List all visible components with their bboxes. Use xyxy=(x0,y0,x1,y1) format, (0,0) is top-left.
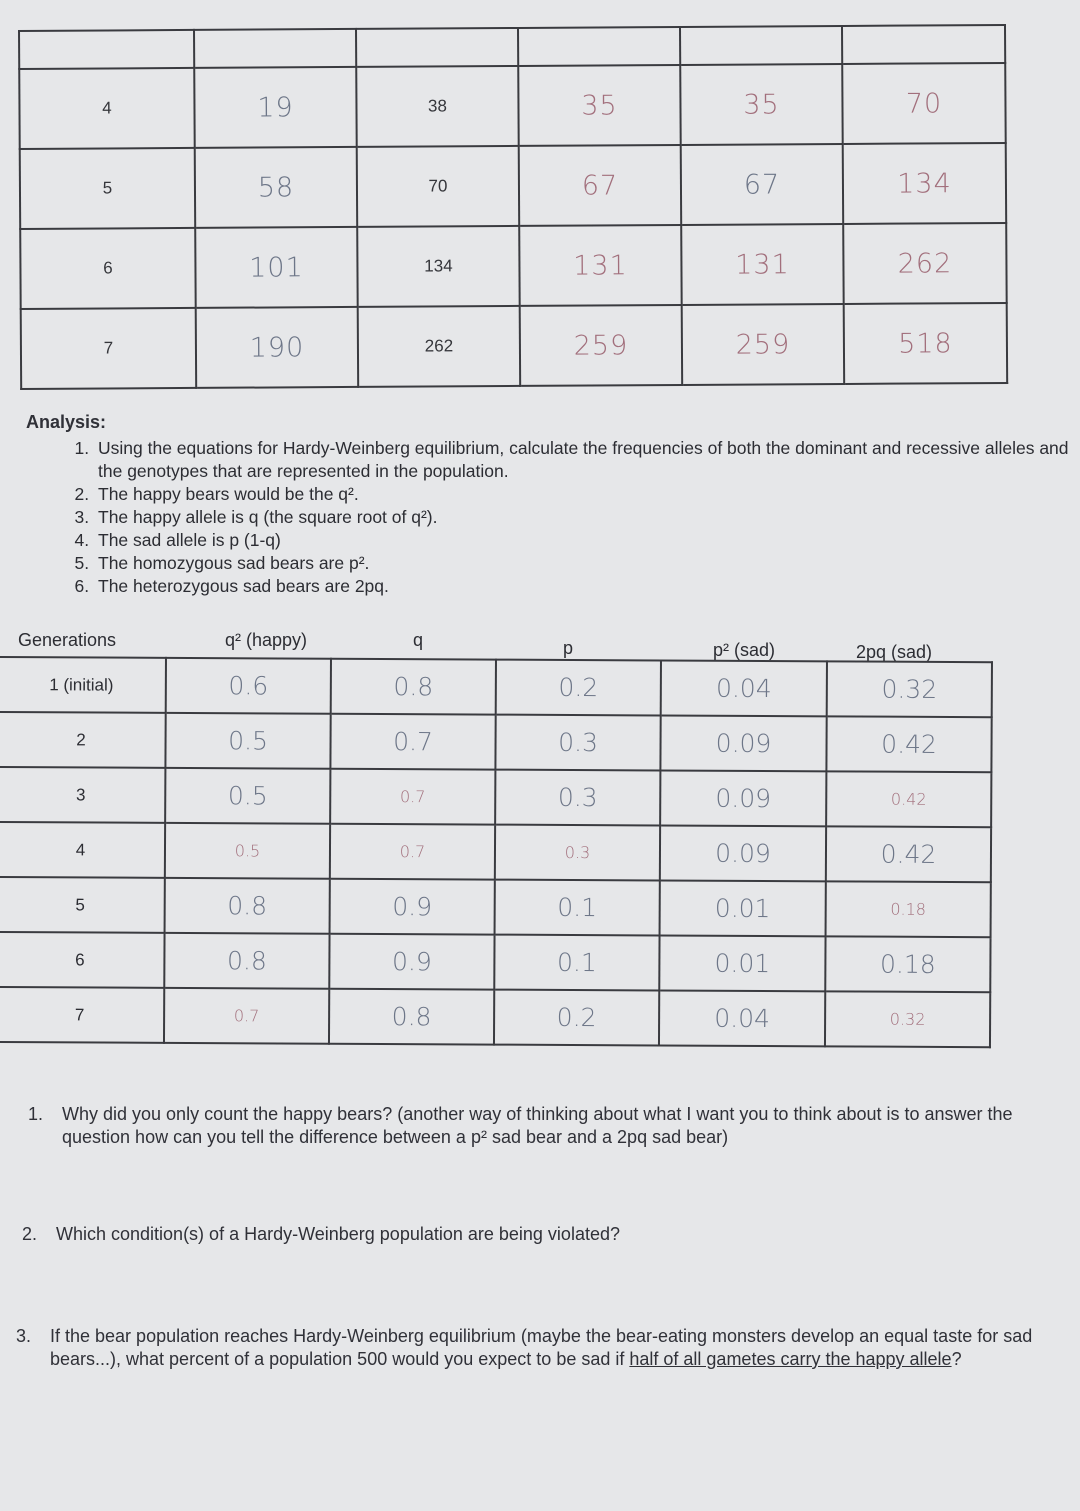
value-cell: 0.9 xyxy=(329,934,494,990)
table-row xyxy=(0,767,991,827)
column-header: Generations xyxy=(18,630,117,650)
table-row xyxy=(0,657,992,717)
question-text-part: If the bear population reaches Hardy-Weinberg equilibrium (maybe the bear-eating monsters develop an equal taste for sad bears...), what percent of a population 500 would you expect to be sad if xyxy=(50,1326,1033,1369)
count-cell: 262 xyxy=(358,306,520,387)
question-3 xyxy=(16,1325,1041,1400)
column-header: q xyxy=(413,630,424,650)
value-cell: 0.09 xyxy=(660,825,826,881)
value-cell: 0.32 xyxy=(827,661,992,717)
list-item: 1. Using the equations for Hardy-Weinberg equilibrium, calculate the frequencies of both the dominant and recessive alleles and the genotypes that are represented in the population. xyxy=(94,437,1076,483)
list-item: 4. The sad allele is p (1-q) xyxy=(94,529,1076,552)
count-cell: 134 xyxy=(357,226,519,307)
count-cell: 134 xyxy=(843,143,1006,224)
list-item: 5. The homozygous sad bears are p². xyxy=(94,552,1076,575)
question-text-part: ? xyxy=(951,1349,962,1369)
table-row xyxy=(0,932,991,992)
column-header: 2pq (sad) xyxy=(856,642,933,662)
analysis-title: Analysis: xyxy=(26,412,107,432)
table-row xyxy=(0,987,990,1047)
underlined-phrase: half of all gametes carry the happy allele xyxy=(629,1349,952,1369)
value-cell: 0.7 xyxy=(330,714,495,770)
value-cell: 0.3 xyxy=(495,770,660,826)
value-cell: 0.1 xyxy=(494,935,659,991)
list-item: 3. The happy allele is q (the square root of q²). xyxy=(94,506,1076,529)
generation-cell: 6 xyxy=(20,228,195,309)
value-cell: 0.1 xyxy=(495,880,660,936)
analysis-section xyxy=(26,412,1076,598)
value-cell: 0.9 xyxy=(330,879,495,935)
question-text xyxy=(50,1325,1041,1371)
analysis-steps-list xyxy=(26,437,1076,598)
count-cell: 67 xyxy=(519,145,681,226)
table-row xyxy=(20,143,1006,229)
value-cell: 0.18 xyxy=(826,881,991,937)
value-cell: 0.04 xyxy=(661,660,827,716)
list-item: 2. The happy bears would be the q². xyxy=(94,483,1076,506)
question-text: Which condition(s) of a Hardy-Weinberg population are being violated? xyxy=(56,1224,620,1244)
count-cell: 190 xyxy=(196,307,358,388)
column-header: p xyxy=(563,638,574,658)
value-cell: 0.01 xyxy=(659,935,825,991)
value-cell: 0.3 xyxy=(495,715,660,771)
value-cell: 0.09 xyxy=(660,715,826,771)
count-cell: 131 xyxy=(519,225,681,306)
question-2 xyxy=(22,1223,1032,1253)
value-cell: 0.8 xyxy=(164,933,329,989)
value-cell: 0.32 xyxy=(825,991,990,1047)
value-cell: 0.5 xyxy=(165,768,330,824)
value-cell: 0.42 xyxy=(826,716,991,772)
value-cell: 0.8 xyxy=(165,878,330,934)
table-row xyxy=(0,822,991,882)
table-row xyxy=(19,63,1005,149)
value-cell: 0.2 xyxy=(496,660,661,716)
count-cell: 518 xyxy=(844,303,1007,384)
column-header: p² (sad) xyxy=(713,640,776,660)
question-1 xyxy=(28,1103,1038,1173)
value-cell: 0.3 xyxy=(495,825,660,881)
generation-cell: 4 xyxy=(19,68,194,149)
generation-cell: 4 xyxy=(0,822,165,878)
generation-cell: 7 xyxy=(0,987,164,1043)
table-row xyxy=(0,877,991,937)
count-cell: 35 xyxy=(680,64,842,145)
value-cell: 0.5 xyxy=(165,713,330,769)
value-cell: 0.42 xyxy=(826,771,991,827)
value-cell: 0.7 xyxy=(330,824,495,880)
table-row xyxy=(0,712,992,772)
value-cell: 0.8 xyxy=(331,659,496,715)
generation-cell: 5 xyxy=(0,877,165,933)
value-cell: 0.8 xyxy=(329,989,494,1045)
question-text: Why did you only count the happy bears? (another way of thinking about what I want you to think about is to answer the question how can you tell the difference between a p² sad bear and a 2pq sad bear) xyxy=(62,1104,1013,1147)
generations-table-header xyxy=(0,626,1080,660)
value-cell: 0.2 xyxy=(494,990,659,1046)
table-row xyxy=(21,303,1007,389)
generation-cell: 7 xyxy=(21,308,196,389)
generation-cell: 6 xyxy=(0,932,165,988)
value-cell: 0.42 xyxy=(826,826,991,882)
value-cell: 0.18 xyxy=(825,936,990,992)
value-cell: 0.01 xyxy=(660,880,826,936)
table-row xyxy=(20,223,1006,309)
value-cell: 0.6 xyxy=(166,658,331,714)
generation-cell: 2 xyxy=(0,712,166,768)
count-cell: 38 xyxy=(356,66,518,147)
list-item: 6. The heterozygous sad bears are 2pq. xyxy=(94,575,1076,598)
value-cell: 0.04 xyxy=(659,990,825,1046)
question-number: 3. xyxy=(16,1326,32,1346)
generation-cell: 5 xyxy=(20,148,195,229)
table-header-row xyxy=(19,25,1005,69)
count-cell: 70 xyxy=(357,146,519,227)
count-cell: 131 xyxy=(681,224,843,305)
count-cell: 259 xyxy=(682,304,844,385)
question-number: 2. xyxy=(22,1224,38,1244)
value-cell: 0.5 xyxy=(165,823,330,879)
count-cell: 67 xyxy=(681,144,843,225)
count-cell: 58 xyxy=(195,147,357,228)
value-cell: 0.09 xyxy=(660,770,826,826)
count-cell: 19 xyxy=(194,67,356,148)
generation-cell: 1 (initial) xyxy=(0,657,166,713)
count-cell: 35 xyxy=(518,65,680,146)
count-cell: 101 xyxy=(195,227,357,308)
generations-table xyxy=(0,656,993,1048)
value-cell: 0.7 xyxy=(330,769,495,825)
population-count-table xyxy=(18,24,1008,390)
count-cell: 262 xyxy=(843,223,1006,304)
column-header: q² (happy) xyxy=(225,630,308,650)
question-number: 1. xyxy=(28,1104,44,1124)
value-cell: 0.7 xyxy=(164,988,329,1044)
generation-cell: 3 xyxy=(0,767,165,823)
count-cell: 259 xyxy=(520,305,682,386)
count-cell: 70 xyxy=(842,63,1005,144)
